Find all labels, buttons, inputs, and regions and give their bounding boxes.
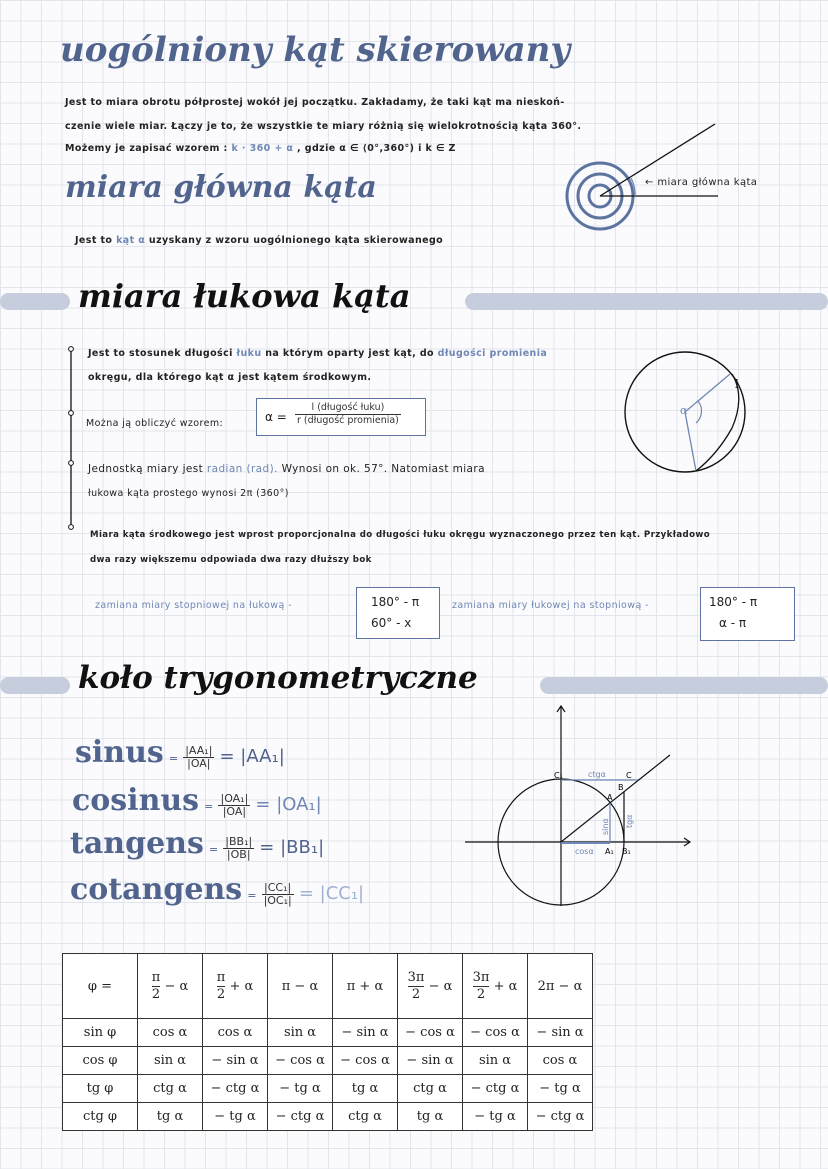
table-cell: sin α [463, 1047, 528, 1075]
h2-num: π [216, 969, 226, 985]
sin-res: = |AA₁| [219, 746, 285, 767]
section-band-left [0, 293, 70, 310]
main-measure-suffix: uzyskany z wzoru uogólnionego kąta skierowanego [148, 235, 444, 246]
conv2-line2-b: π [738, 616, 747, 630]
main-measure-highlight: kąt α [116, 235, 146, 246]
arc-formula-den: r (długość promienia) [297, 415, 399, 426]
diag-ctg: ctgα [588, 770, 606, 779]
conv1-label: zamiana miary stopniowej na łukową - [95, 600, 292, 611]
timeline [64, 343, 78, 533]
header-c2 [203, 954, 268, 1019]
arc-p3-line2: łukowa kąta prostego wynosi 2π (360°) [88, 488, 289, 499]
arc-circle-alpha: α [680, 404, 688, 417]
arc-formula-box [256, 398, 426, 436]
table-cell: cos φ [63, 1047, 138, 1075]
tg-den: |OB| [226, 848, 251, 861]
arc-p3-a: Jednostką miary jest [88, 463, 204, 475]
arc-p4-line1: Miara kąta środkowego jest wprost proporcjonalna do długości łuku okręgu wyznaczonego przez ten kąt. Przykładowo [90, 530, 711, 540]
table-cell: cos α [528, 1047, 593, 1075]
table-cell: − tg α [203, 1103, 268, 1131]
table-cell: ctg α [138, 1075, 203, 1103]
ctg-num: |CC₁| [262, 882, 294, 895]
heading-trig-circle: koło trygonometryczne [78, 660, 478, 696]
main-angle-label: ← miara główna kąta [645, 177, 758, 188]
main-measure-prefix: Jest to [75, 235, 113, 246]
table-cell: − sin α [203, 1047, 268, 1075]
sinus-word: sinus [75, 735, 164, 770]
table-cell: cos α [203, 1019, 268, 1047]
heading-generalized-angle: uogólniony kąt skierowany [60, 30, 571, 70]
ctg-res: = |CC₁| [298, 883, 365, 904]
tangens-eq: = [208, 843, 219, 856]
cotangens-word: cotangens [70, 872, 243, 907]
sin-num: |AA₁| [185, 744, 213, 757]
heading-arc-measure: miara łukowa kąta [78, 277, 411, 315]
header-c3: π − α [268, 954, 333, 1019]
diag-b: B [618, 783, 624, 792]
table-cell: − ctg α [203, 1075, 268, 1103]
arc-formula-fraction [295, 402, 401, 427]
table-cell: − cos α [463, 1019, 528, 1047]
diag-sin: sinα [601, 818, 610, 835]
table-cell: cos α [138, 1019, 203, 1047]
main-measure-text [75, 235, 443, 246]
header-c5 [398, 954, 463, 1019]
arc-p2-label: Można ją obliczyć wzorem: [86, 418, 224, 429]
conv2-line2 [719, 616, 746, 630]
table-cell: ctg α [333, 1103, 398, 1131]
h1-op: − α [164, 978, 189, 994]
arc-p1-line1 [88, 348, 547, 359]
diag-a1: A₁ [605, 847, 614, 856]
header-phi: φ = [63, 954, 138, 1019]
header-c1 [138, 954, 203, 1019]
table-header-row [63, 954, 593, 1019]
table-cell: − ctg α [463, 1075, 528, 1103]
table-cell: − ctg α [528, 1103, 593, 1131]
table-cell: − cos α [333, 1047, 398, 1075]
header-c6 [463, 954, 528, 1019]
cos-den: |OA| [222, 805, 247, 818]
table-cell: − tg α [268, 1075, 333, 1103]
intro-line-3 [65, 143, 456, 154]
sinus-eq: = [168, 752, 179, 765]
header-c7: 2π − α [528, 954, 593, 1019]
intro-line-2: czenie wiele miar. Łączy je to, że wszystkie te miary różnią się wielokrotnością kąta 360°. [65, 121, 582, 132]
ctg-den: |OC₁| [263, 894, 292, 907]
tg-res: = |BB₁| [259, 837, 325, 858]
table-cell: ctg α [398, 1075, 463, 1103]
conv2-line2-a: α - [719, 616, 736, 630]
arc-circle-l: l [735, 377, 739, 391]
diag-c: C [626, 771, 632, 780]
h2-op: + α [229, 978, 254, 994]
arc-p1-d: długości promienia [437, 348, 548, 359]
diag-b1: B₁ [622, 847, 631, 856]
trig-sinus [75, 735, 285, 770]
section-band-right [465, 293, 828, 310]
diag-a: A [607, 793, 613, 802]
table-cell: − tg α [528, 1075, 593, 1103]
h5-den: 2 [411, 986, 421, 1002]
table-cell: tg φ [63, 1075, 138, 1103]
section-band-left-2 [0, 677, 70, 694]
h5-op: − α [428, 978, 453, 994]
arc-p1-line2: okręgu, dla którego kąt α jest kątem środkowym. [88, 372, 372, 383]
table-cell: tg α [138, 1103, 203, 1131]
cosinus-eq: = [204, 800, 214, 813]
arc-p4-line2: dwa razy większemu odpowiada dwa razy dłuższy bok [90, 555, 372, 565]
h6-num: 3π [472, 969, 490, 985]
arc-p3-line1 [88, 463, 485, 475]
conv2-line1: 180° - π [709, 595, 758, 609]
table-cell: − sin α [333, 1019, 398, 1047]
table-cell: − cos α [268, 1047, 333, 1075]
generalized-formula: k · 360 + α [231, 143, 294, 154]
conv2-label: zamiana miary łukowej na stopniową - [452, 600, 649, 611]
diag-c1: C₁ [554, 771, 563, 780]
conv1-box [356, 587, 440, 639]
cotangens-eq: = [247, 889, 257, 902]
conv1-line2: 60° - x [371, 616, 412, 630]
table-cell: − tg α [463, 1103, 528, 1131]
h1-den: 2 [151, 986, 161, 1002]
table-row [63, 1019, 593, 1047]
tangens-word: tangens [70, 826, 204, 861]
table-cell: − ctg α [268, 1103, 333, 1131]
arc-p3-highlight: radian (rad). [206, 463, 278, 475]
arc-formula-num: l (długość łuku) [295, 402, 401, 415]
arc-p3-b: Wynosi on ok. 57°. Natomiast miara [281, 463, 485, 475]
intro-line-1: Jest to miara obrotu półprostej wokół jej początku. Zakładamy, że taki kąt ma nieskoń- [65, 97, 565, 108]
arc-circle-diagram [610, 350, 770, 485]
conv2-box [700, 587, 795, 641]
table-row [63, 1103, 593, 1131]
diag-tg: tgα [625, 814, 634, 828]
table-row [63, 1075, 593, 1103]
intro-line-3-prefix: Możemy je zapisać wzorem : [65, 143, 228, 154]
h5-num: 3π [407, 969, 425, 985]
table-cell: tg α [398, 1103, 463, 1131]
table-cell: − cos α [398, 1019, 463, 1047]
table-cell: sin α [138, 1047, 203, 1075]
tg-num: |BB₁| [225, 835, 253, 848]
h2-den: 2 [216, 986, 226, 1002]
arc-p1-c: na którym oparty jest kąt, do [265, 348, 434, 359]
trig-cotangens [70, 872, 364, 907]
trig-cosinus [72, 783, 322, 818]
reduction-table [62, 953, 593, 1131]
trig-tangens [70, 826, 324, 861]
heading-main-measure: miara główna kąta [65, 170, 377, 205]
table-row [63, 1047, 593, 1075]
table-cell: sin α [268, 1019, 333, 1047]
diag-cos: cosα [575, 847, 594, 856]
cos-num: |OA₁| [220, 792, 249, 805]
cosinus-word: cosinus [72, 783, 200, 818]
table-cell: − sin α [398, 1047, 463, 1075]
table-cell: sin φ [63, 1019, 138, 1047]
h1-num: π [151, 969, 161, 985]
h6-op: + α [493, 978, 518, 994]
conv1-line1: 180° - π [371, 595, 420, 609]
table-cell: tg α [333, 1075, 398, 1103]
table-cell: − sin α [528, 1019, 593, 1047]
intro-line-3-suffix: , gdzie α ∈ ⟨0°,360°) i k ∈ Z [297, 143, 456, 154]
cos-res: = |OA₁| [255, 794, 322, 815]
sin-den: |OA| [187, 757, 211, 770]
section-band-right-2 [540, 677, 828, 694]
h6-den: 2 [476, 986, 486, 1002]
arc-formula-lhs: α = [265, 410, 287, 424]
arc-p1-b: łuku [236, 348, 262, 359]
arc-p1-a: Jest to stosunek długości [88, 348, 233, 359]
trig-circle-diagram [460, 700, 700, 910]
table-cell: ctg φ [63, 1103, 138, 1131]
header-c4: π + α [333, 954, 398, 1019]
